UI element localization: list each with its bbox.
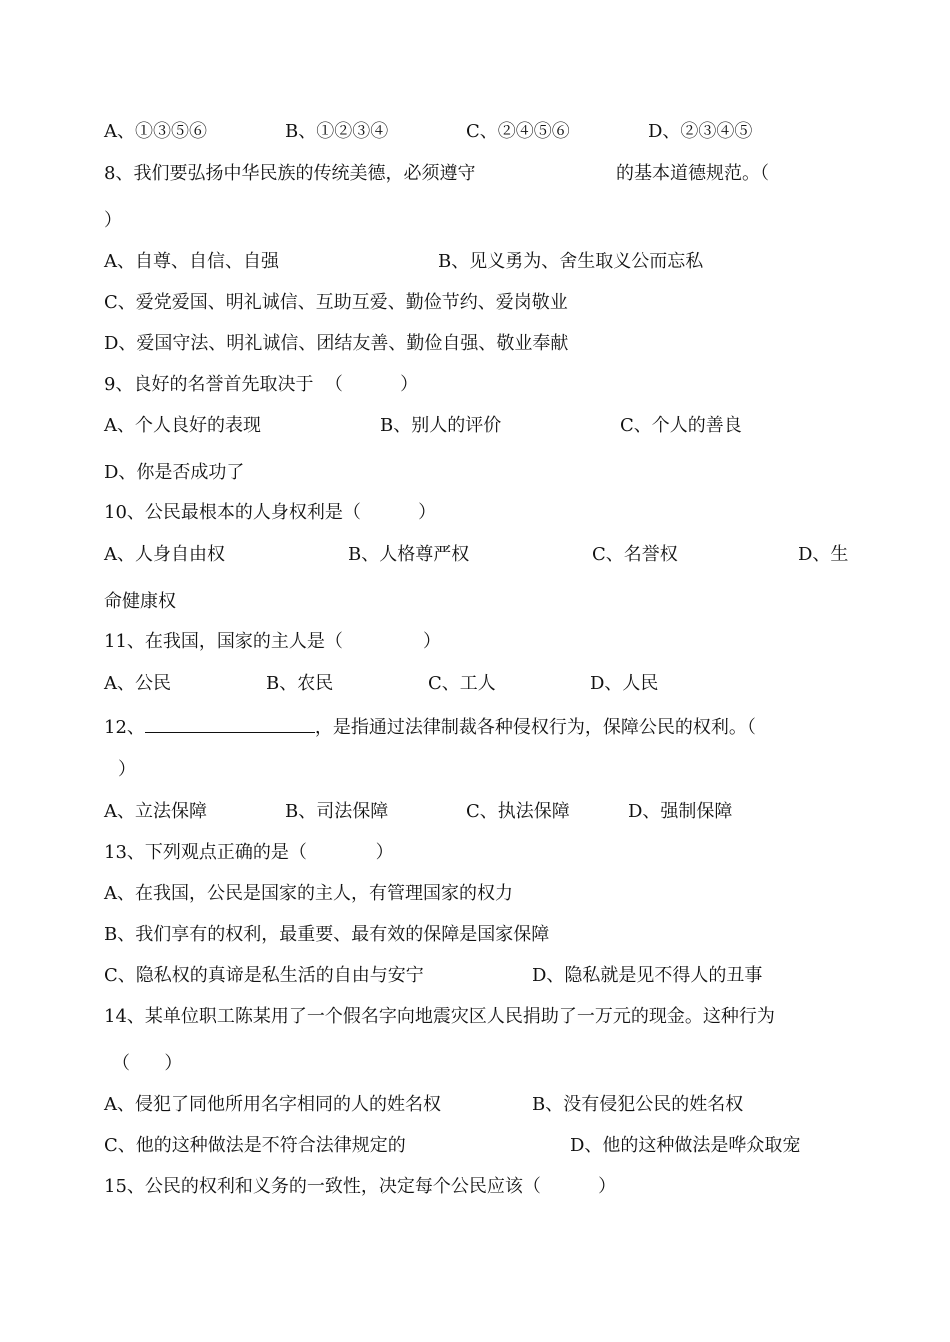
q10-option-c: C、名誉权 [592, 544, 678, 565]
q14-paren: （ ） [112, 1053, 183, 1074]
q8-paren-close: ） [104, 210, 122, 231]
q12-option-a: A、立法保障 [104, 801, 207, 822]
q11-option-c: C、工人 [428, 673, 496, 694]
q14-option-b: B、没有侵犯公民的姓名权 [532, 1094, 744, 1115]
q14-option-c: C、他的这种做法是不符合法律规定的 [104, 1135, 406, 1156]
q12-option-d: D、强制保障 [628, 801, 733, 822]
q9-option-d: D、你是否成功了 [104, 462, 245, 483]
q13-option-c: C、隐私权的真谛是私生活的自由与安宁 [104, 965, 424, 986]
q13-option-b: B、我们享有的权利，最重要、最有效的保障是国家保障 [104, 924, 550, 945]
q7-option-c: C、②④⑤⑥ [466, 121, 570, 142]
q7-option-a: A、①③⑤⑥ [104, 121, 207, 142]
q12-number: 12、 [104, 717, 145, 738]
q14-option-a: A、侵犯了同他所用名字相同的人的姓名权 [104, 1094, 441, 1115]
q11-option-b: B、农民 [266, 673, 334, 694]
q10-option-a: A、人身自由权 [104, 544, 225, 565]
q10-option-d: D、生 [798, 544, 849, 565]
q11-option-d: D、人民 [590, 673, 659, 694]
q9-stem: 9、良好的名誉首先取决于 （ ） [104, 374, 419, 395]
q11-stem: 11、在我国，国家的主人是（ ） [104, 631, 442, 652]
q9-option-c: C、个人的善良 [620, 415, 742, 436]
q14-option-d: D、他的这种做法是哗众取宠 [570, 1135, 801, 1156]
q13-option-d: D、隐私就是见不得人的丑事 [532, 965, 763, 986]
q9-option-b: B、别人的评价 [380, 415, 502, 436]
q12-stem [104, 714, 756, 740]
q13-option-a: A、在我国，公民是国家的主人，有管理国家的权力 [104, 883, 513, 904]
q10-option-b: B、人格尊严权 [348, 544, 470, 565]
q8-option-d: D、爱国守法、明礼诚信、团结友善、勤俭自强、敬业奉献 [104, 333, 569, 354]
q7-option-d: D、②③④⑤ [648, 121, 753, 142]
q12-blank [145, 714, 315, 733]
q8-option-c: C、爱党爱国、明礼诚信、互助互爱、勤俭节约、爱岗敬业 [104, 292, 568, 313]
q12-option-c: C、执法保障 [466, 801, 570, 822]
q10-stem: 10、公民最根本的人身权利是（ ） [104, 502, 437, 523]
q8-stem-part2: 的基本道德规范。（ [616, 163, 769, 184]
q15-stem: 15、公民的权利和义务的一致性，决定每个公民应该（ ） [104, 1176, 617, 1197]
q8-option-a: A、自尊、自信、自强 [104, 251, 279, 272]
q12-option-b: B、司法保障 [285, 801, 389, 822]
q11-option-a: A、公民 [104, 673, 171, 694]
q14-stem: 14、某单位职工陈某用了一个假名字向地震灾区人民捐助了一万元的现金。这种行为 [104, 1006, 775, 1027]
q12-stem-text: ，是指通过法律制裁各种侵权行为，保障公民的权利。（ [314, 717, 756, 738]
q10-option-d-cont: 命健康权 [104, 591, 176, 612]
q8-option-b: B、见义勇为、舍生取义公而忘私 [438, 251, 704, 272]
q7-option-b: B、①②③④ [285, 121, 389, 142]
q13-stem: 13、下列观点正确的是（ ） [104, 842, 394, 863]
q9-option-a: A、个人良好的表现 [104, 415, 261, 436]
q8-stem-part1: 8、我们要弘扬中华民族的传统美德，必须遵守 [104, 163, 476, 184]
q12-paren-close: ） [118, 759, 136, 780]
